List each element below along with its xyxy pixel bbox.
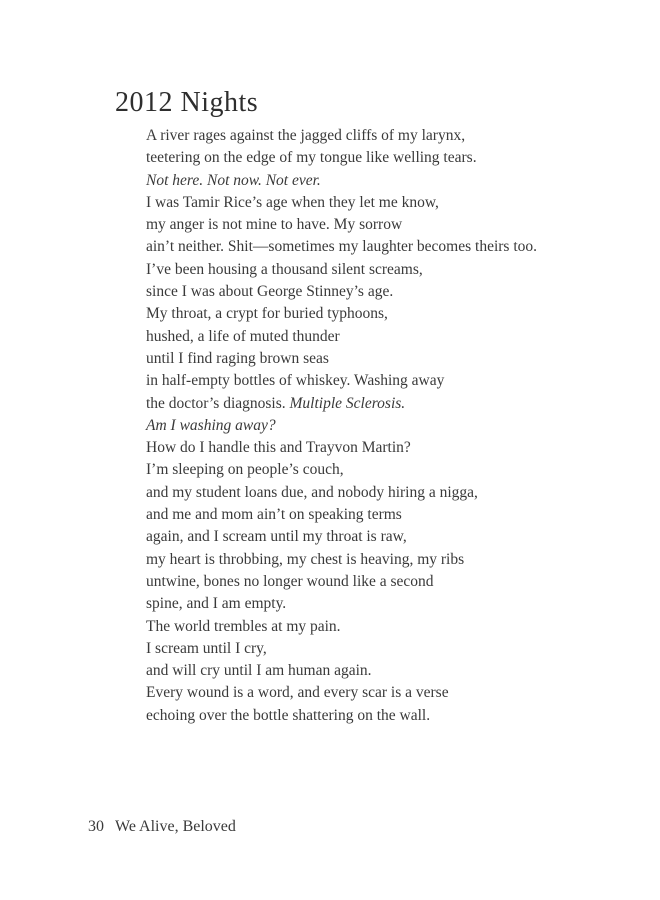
- poem-line: [146, 192, 537, 214]
- poem-line: [146, 303, 537, 325]
- poem-line-segment: and will cry until I am human again.: [146, 662, 372, 680]
- running-title: We Alive, Beloved: [115, 818, 236, 835]
- poem-line-segment: teetering on the edge of my tongue like welling tears.: [146, 149, 477, 167]
- poem-line: [146, 125, 537, 147]
- poem-line: [146, 370, 537, 392]
- poem-line: [146, 348, 537, 370]
- poem-line-segment: untwine, bones no longer wound like a second: [146, 572, 434, 590]
- poem-line: [146, 459, 537, 481]
- poem-line-segment: echoing over the bottle shattering on the wall.: [146, 706, 431, 724]
- poem-line-segment: I’ve been housing a thousand silent screams,: [146, 260, 423, 278]
- poem-line-segment: I scream until I cry,: [146, 639, 267, 657]
- poem-line-segment: in half-empty bottles of whiskey. Washing away: [146, 372, 445, 390]
- poem-line-segment: and me and mom ain’t on speaking terms: [146, 506, 402, 524]
- page-number: 30: [88, 818, 104, 835]
- poem-line-segment: My throat, a crypt for buried typhoons,: [146, 305, 388, 323]
- poem-line-segment: since I was about George Stinney’s age.: [146, 283, 394, 301]
- poem-line-segment-italic: Am I washing away?: [146, 416, 276, 434]
- poem-line: [146, 682, 537, 704]
- poem-line: [146, 259, 537, 281]
- poem-line: [146, 571, 537, 593]
- poem-line: [146, 326, 537, 348]
- poem-line-segment: until I find raging brown seas: [146, 349, 329, 367]
- poem-line: [146, 593, 537, 615]
- page-footer: [88, 818, 236, 836]
- poem-line: [146, 147, 537, 169]
- poem-line-segment: my heart is throbbing, my chest is heaving, my ribs: [146, 550, 465, 568]
- poem-line: [146, 236, 537, 258]
- poem-line-segment: How do I handle this and Trayvon Martin?: [146, 439, 411, 457]
- poem-line-segment-italic: Not here. Not now. Not ever.: [146, 171, 321, 189]
- poem-line-segment: spine, and I am empty.: [146, 595, 287, 613]
- poem-line-segment: and my student loans due, and nobody hiring a nigga,: [146, 483, 478, 501]
- poem-line: [146, 504, 537, 526]
- poem-line-segment: I’m sleeping on people’s couch,: [146, 461, 344, 479]
- poem-line-segment-italic: Multiple Sclerosis.: [289, 394, 406, 412]
- poem-line: [146, 482, 537, 504]
- poem-line-segment: the doctor’s diagnosis.: [146, 394, 290, 412]
- poem-line: [146, 437, 537, 459]
- poem-line: [146, 393, 537, 415]
- poem: [146, 125, 537, 727]
- poem-line-segment: A river rages against the jagged cliffs of my larynx,: [146, 127, 466, 144]
- poem-line: [146, 214, 537, 236]
- poem-line-segment: Every wound is a word, and every scar is a verse: [146, 684, 449, 702]
- poem-line-segment: I was Tamir Rice’s age when they let me know,: [146, 193, 439, 211]
- poem-line-segment: ain’t neither. Shit—sometimes my laughter becomes theirs too.: [146, 238, 538, 256]
- poem-line: [146, 549, 537, 571]
- poem-line: [146, 170, 537, 192]
- poem-line: [146, 705, 537, 727]
- poem-line: [146, 638, 537, 660]
- poem-line: [146, 281, 537, 303]
- poem-line-segment: The world trembles at my pain.: [146, 617, 341, 635]
- poem-line: [146, 660, 537, 682]
- poem-line: [146, 526, 537, 548]
- poem-line-segment: again, and I scream until my throat is raw,: [146, 528, 407, 546]
- poem-title: 2012 Nights: [115, 86, 259, 118]
- poem-line-segment: my anger is not mine to have. My sorrow: [146, 216, 403, 234]
- poem-line-segment: hushed, a life of muted thunder: [146, 327, 340, 345]
- poem-line: [146, 616, 537, 638]
- poem-line: [146, 415, 537, 437]
